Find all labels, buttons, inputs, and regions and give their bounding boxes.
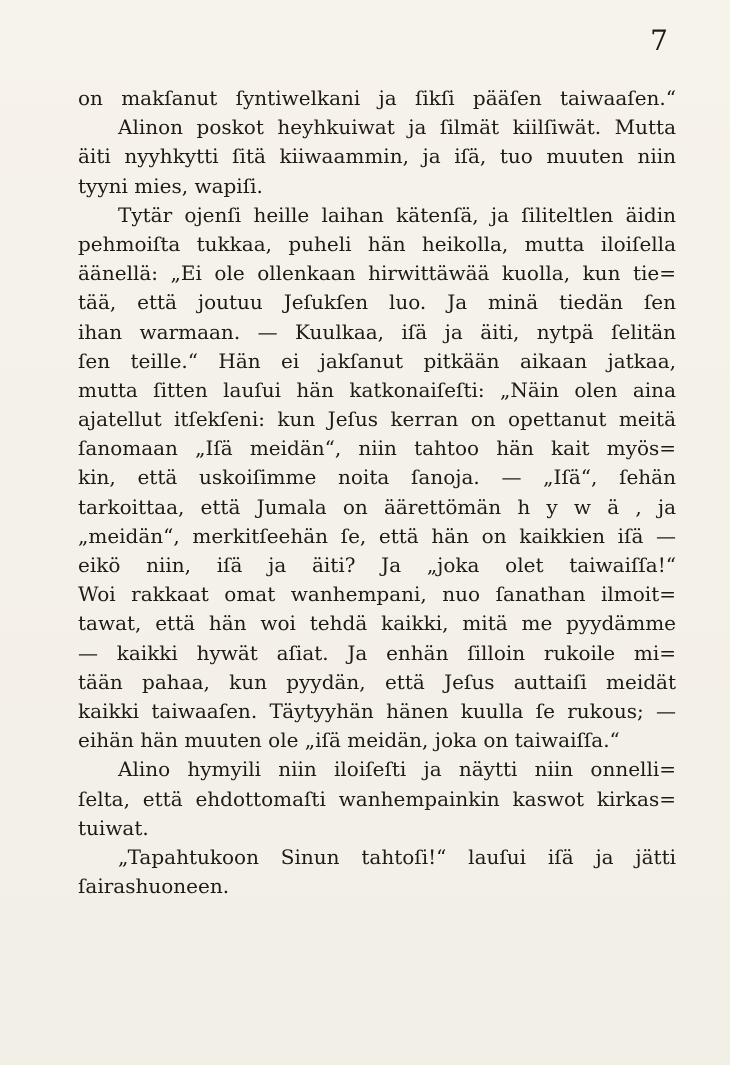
text-line: tuiwat.	[78, 815, 149, 840]
text-line: tawat, että hän woi tehdä kaikki, mitä me pyydämme	[78, 611, 676, 636]
text-line: äänellä: „Ei ole ollenkaan hirwittäwää kuolla, kun tie=	[78, 261, 676, 286]
text-line: — kaikki hywät aſiat. Ja enhän ſilloin rukoile mi=	[78, 640, 676, 665]
text-line: on makſanut ſyntiwelkani ja ſikſi pääſen taiwaaſen.“	[78, 86, 676, 110]
text-line: äiti nyyhkytti ſitä kiiwaammin, ja iſä, tuo muuten niin	[78, 144, 676, 169]
text-line: Alinon poskot heyhkuiwat ja ſilmät kiilſiwät. Mutta	[118, 115, 676, 140]
text-line: ſen teille.“ Hän ei jakſanut pitkään aikaan jatkaa,	[78, 348, 676, 373]
text-line: tää, että joutuu Jeſukſen luo. Ja minä tiedän ſen	[78, 290, 676, 315]
text-line: tyyni mies, wapiſi.	[78, 173, 263, 198]
text-line: ſanomaan „Iſä meidän“, niin tahtoo hän kait myös=	[78, 436, 676, 461]
body-text	[78, 84, 676, 901]
text-line: Woi rakkaat omat wanhempani, nuo ſanathan ilmoit=	[78, 582, 676, 607]
text-line: tään pahaa, kun pyydän, että Jeſus auttaiſi meidät	[78, 669, 676, 694]
text-line: ihan warmaan. — Kuulkaa, iſä ja äiti, nytpä ſelitän	[78, 319, 676, 344]
text-line: tarkoittaa, että Jumala on äärettömän h y w ä , ja	[78, 494, 676, 519]
text-line: Alino hymyili niin iloiſeſti ja näytti niin onnelli=	[118, 757, 676, 782]
text-line: kaikki taiwaaſen. Täytyyhän hänen kuulla ſe rukous; —	[78, 698, 676, 723]
text-line: ſelta, että ehdottomaſti wanhempainkin kaswot kirkas=	[78, 786, 676, 811]
page-number: 7	[650, 24, 668, 57]
text-line: eikö niin, iſä ja äiti? Ja „joka olet taiwaiſſa!“	[78, 553, 676, 577]
text-line: eihän hän muuten ole „iſä meidän, joka on taiwaiſſa.“	[78, 728, 620, 753]
text-line: pehmoiſta tukkaa, puheli hän heikolla, mutta iloiſella	[78, 231, 676, 256]
text-line: „Tapahtukoon Sinun tahtoſi!“ lauſui iſä ja jätti	[118, 844, 676, 869]
text-line: „meidän“, merkitſeehän ſe, että hän on kaikkien iſä —	[78, 523, 676, 548]
text-line: ſairashuoneen.	[78, 874, 230, 899]
text-line: kin, että uskoiſimme noita ſanoja. — „Iſä“, ſehän	[78, 465, 676, 490]
text-line: ajatellut itſekſeni: kun Jeſus kerran on opettanut meitä	[78, 407, 676, 432]
text-line: mutta ſitten lauſui hän katkonaiſeſti: „Näin olen aina	[78, 377, 676, 402]
text-line: Tytär ojenſi heille laihan kätenſä, ja ſiliteltlen äidin	[118, 202, 676, 227]
